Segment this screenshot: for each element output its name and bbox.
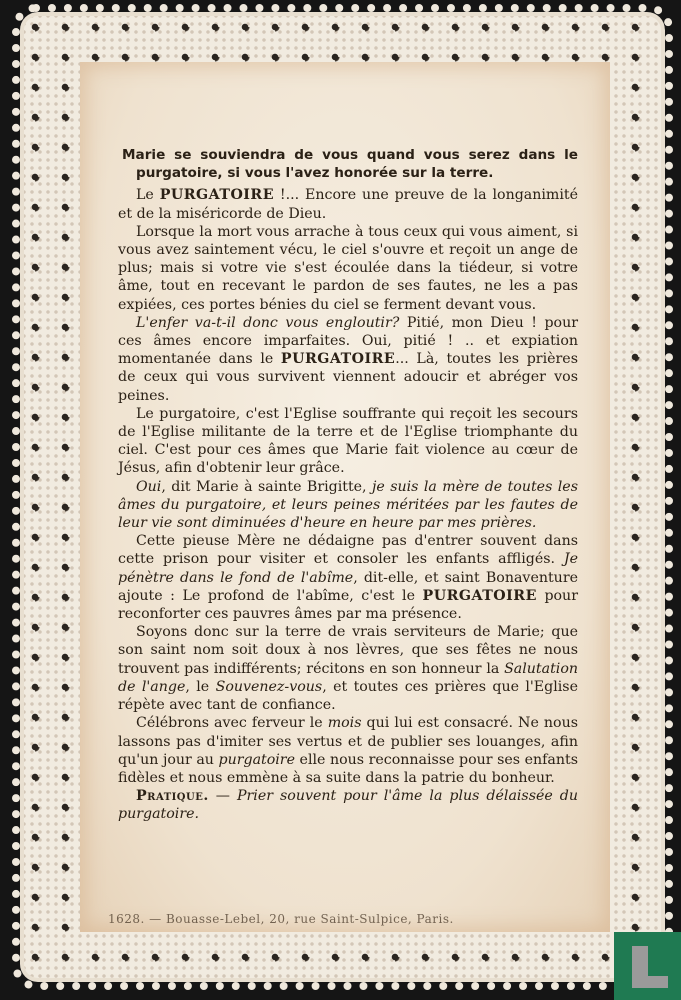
text-run: Prier souvent pour l'âme la plus délaissée du purgatoire. [118, 788, 578, 823]
card-heading: Marie se souviendra de vous quand vous serez dans le purgatoire, si vous l'avez honorée sur la terre. [122, 147, 578, 182]
paragraph [118, 186, 578, 222]
paragraph [118, 478, 578, 533]
paragraph [118, 223, 578, 314]
text-run: Soyons donc sur la terre de vrais serviteurs de Marie; que son saint nom soit doux à nos lèvres, que ses fêtes ne nous trouvent pas indifférents; récitons en son honneur la [118, 624, 578, 677]
text-run: Lorsque la mort vous arrache à tous ceux qui vous aiment, si vous avez saintement vécu, le ciel s'ouvre et reçoit un ange de plus; mais si votre vie s'est écoulée dans la tiédeur, si votre âme, tout en recevant le pardon de ses fautes, ne les a pas expiées, ces portes bénies du ciel se ferment devant vous. [118, 223, 578, 313]
text-run: Salutation de l'ange [118, 660, 578, 695]
watermark-logo-icon [614, 932, 681, 1000]
text-run: Pratique. [136, 788, 209, 805]
text-run: je suis la mère de toutes les âmes du purgatoire, et leurs peines méritées par les fautes de leur vie sont diminuées d'heure en heure par mes prières. [118, 478, 578, 532]
text-run: purgatoire [218, 751, 295, 768]
text-run: Pitié, mon Dieu ! pour ces âmes encore imparfaites. Oui, pitié ! .. et expiation momentanée dans le [118, 314, 578, 368]
paragraph [118, 714, 578, 787]
text-run: , dit Marie à sainte Brigitte, [161, 478, 372, 495]
publisher-footer: 1628. — Bouasse-Lebel, 20, rue Saint-Sulpice, Paris. [108, 912, 454, 926]
text-run: L'enfer va-t-il donc vous engloutir? [136, 314, 400, 331]
paragraph [118, 405, 578, 478]
text-run: mois [327, 715, 362, 732]
text-run: PURGATOIRE [159, 187, 275, 204]
paragraph [118, 787, 578, 823]
text-run: ... Là, toutes les prières de ceux qui vous survivent viennent adoucir et abréger vos peines. [118, 351, 578, 404]
text-run: elle nous reconnaisse pour ses enfants fidèles et nous emmène à sa suite dans la patrie du bonheur. [118, 751, 578, 786]
text-run: , le [185, 678, 216, 695]
text-run: Le [136, 187, 160, 204]
text-run: , et toutes ces prières que l'Eglise répète avec tant de confiance. [118, 678, 578, 714]
text-run: Cette pieuse Mère ne dédaigne pas d'entrer souvent dans cette prison pour visiter et consoler les enfants affligés. [118, 533, 578, 568]
text-run: PURGATOIRE [422, 587, 537, 604]
text-run: Célébrons avec ferveur le [136, 715, 328, 732]
text-run: qui lui est consacré. Ne nous lassons pas d'imiter ses vertus et de publier ses louanges, afin qu'un jour au [118, 715, 579, 768]
text-run: Souvenez-vous [215, 678, 323, 695]
text-run: pour reconforter ces pauvres âmes par ma présence. [118, 587, 578, 623]
paragraph [118, 623, 578, 714]
text-run: — [208, 788, 237, 805]
text-run: Je pénètre dans le fond de l'abîme [118, 551, 578, 586]
card-paragraphs [118, 186, 578, 823]
card-text [118, 146, 578, 824]
text-run: Oui [136, 478, 162, 495]
paragraph [118, 314, 578, 405]
text-run: !... Encore une preuve de la longanimité et de la miséricorde de Dieu. [118, 187, 579, 222]
text-run: , dit-elle, et saint Bonaventure ajoute : Le profond de l'abîme, c'est le [118, 569, 578, 604]
text-run: PURGATOIRE [280, 351, 396, 368]
paragraph [118, 532, 578, 623]
text-run: Le purgatoire, c'est l'Eglise souffrante qui reçoit les secours de l'Eglise militante de la terre et de l'Eglise triomphante du ciel. C'est pour ces âmes que Marie fait violence au cœur de Jésus, afin d'obtenir leur grâce. [118, 405, 578, 477]
